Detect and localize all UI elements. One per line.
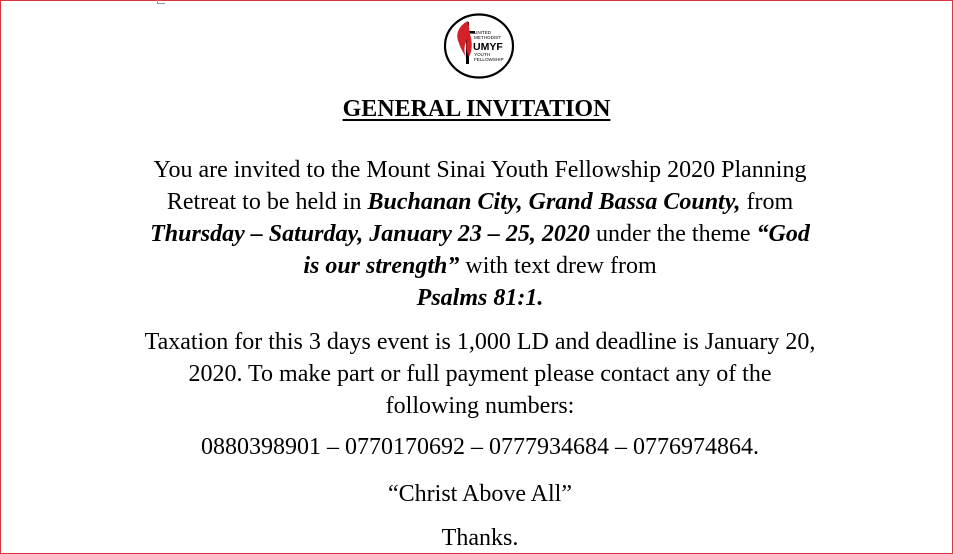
page-title: GENERAL INVITATION bbox=[342, 96, 611, 122]
logo-line-united: UNITED bbox=[474, 30, 492, 35]
invitation-text-1: You are invited to the Mount Sinai Youth Fellowship 2020 Planning Retreat to be held in bbox=[153, 157, 807, 215]
payment-paragraph: Taxation for this 3 days event is 1,000 LD and deadline is January 20, 2020. To make part or full payment please contact any of the following numbers: bbox=[144, 329, 816, 419]
event-location: Buchanan City, Grand Bassa County, bbox=[367, 189, 741, 215]
logo-line-methodist: METHODIST bbox=[474, 35, 502, 40]
logo-brand: UMYF bbox=[473, 41, 503, 53]
umyf-logo bbox=[443, 13, 515, 79]
motto: “Christ Above All” bbox=[388, 481, 572, 507]
event-dates: Thursday – Saturday, January 23 – 25, 2020 bbox=[150, 221, 590, 247]
invitation-text-2: from bbox=[740, 189, 794, 215]
event-theme: “God is our strength” bbox=[303, 221, 810, 279]
logo-line-fellowship: FELLOWSHIP bbox=[474, 57, 504, 62]
crop-mark bbox=[157, 0, 165, 4]
closing: Thanks. bbox=[441, 525, 519, 551]
invitation-text-3: under the theme bbox=[589, 221, 757, 247]
logo-line-youth: YOUTH bbox=[474, 52, 491, 57]
scripture-reference: Psalms 81:1. bbox=[416, 285, 544, 311]
invitation-paragraph bbox=[140, 154, 820, 314]
invitation-text-4: with text drew from bbox=[459, 253, 657, 279]
phone-numbers: 0880398901 – 0770170692 – 0777934684 – 0776974864. bbox=[201, 434, 759, 460]
